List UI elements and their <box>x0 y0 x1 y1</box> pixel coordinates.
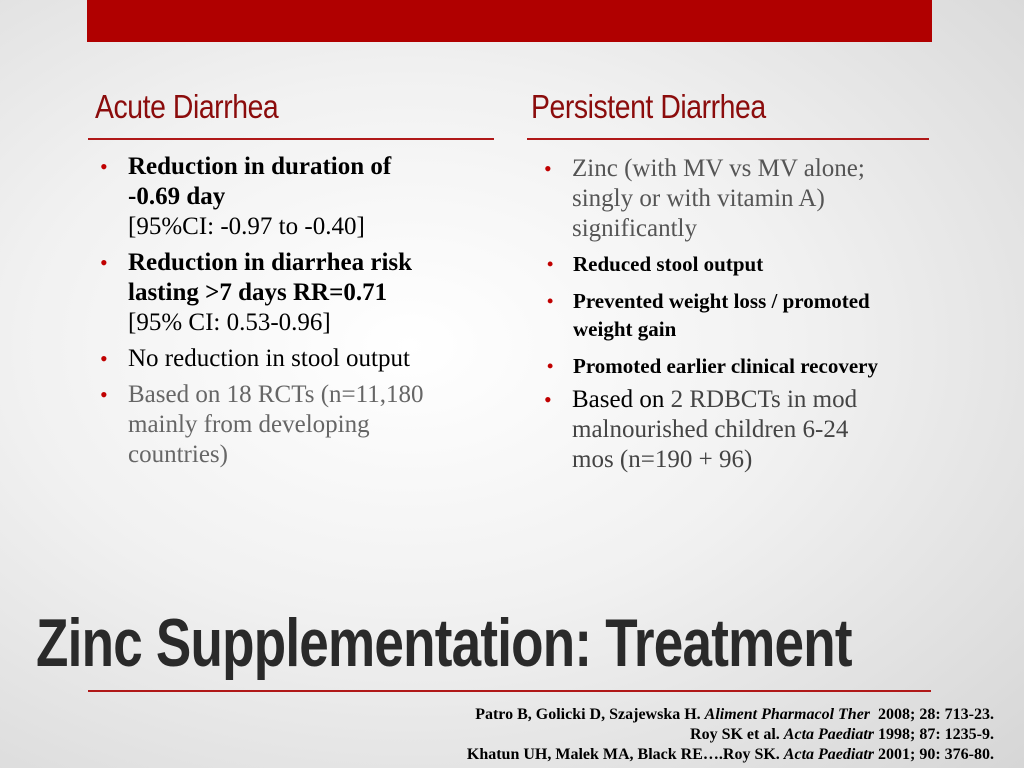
list-item <box>542 352 892 380</box>
acute-diarrhea-heading: Acute Diarrhea <box>95 88 279 125</box>
list-item <box>542 250 892 278</box>
stool-output-text: No reduction in stool output <box>128 345 410 372</box>
persistent-diarrhea-list <box>542 154 892 481</box>
reference-line <box>467 725 994 745</box>
reference-authors: Patro B, Golicki D, Szajewska H. <box>475 706 705 723</box>
title-rule <box>88 690 931 692</box>
reference-line <box>467 745 994 765</box>
reference-journal: Acta Paediatr <box>783 726 875 743</box>
reference-authors: Roy SK et al. <box>690 726 784 743</box>
risk-reduction-text: Reduction in diarrhea risk lasting >7 days RR=0.71 <box>128 249 413 306</box>
persistent-diarrhea-heading: Persistent Diarrhea <box>531 88 766 125</box>
reduced-stool-text: Reduced stool output <box>573 252 764 276</box>
reference-journal: Aliment Pharmacol Ther <box>704 706 871 723</box>
right-heading-rule <box>527 138 929 140</box>
reference-cite: 1998; 87: 1235-9. <box>874 726 994 743</box>
weight-text: Prevented weight loss / promoted weight gain <box>573 289 870 341</box>
list-item <box>542 154 892 380</box>
reference-journal: Acta Paediatr <box>783 746 875 763</box>
list-item <box>542 385 892 475</box>
basis-prefix-text: Based on <box>572 386 671 413</box>
list-item <box>98 380 443 470</box>
list-item <box>542 287 892 343</box>
recovery-text: Promoted earlier clinical recovery <box>573 354 878 378</box>
rct-basis-text: Based on 18 RCTs (n=11,180 mainly from developing countries) <box>128 381 424 468</box>
reference-authors: Khatun UH, Malek MA, Black RE….Roy SK. <box>466 746 784 763</box>
outcome-sublist <box>542 250 892 380</box>
reference-line <box>467 705 994 725</box>
references <box>467 705 994 765</box>
zinc-intro-text: Zinc (with MV vs MV alone; singly or with vitamin A) significantly <box>572 155 865 242</box>
reference-cite: 2001; 90: 376-80. <box>874 746 994 763</box>
acute-diarrhea-list <box>98 152 443 476</box>
left-heading-rule <box>88 138 494 140</box>
basis-rest-text: 2 RDBCTs in mod malnourished children 6-24 mos (n=190 + 96) <box>572 386 858 473</box>
list-item <box>98 152 443 242</box>
duration-reduction-text: Reduction in duration of -0.69 day <box>128 153 392 210</box>
list-item <box>98 344 443 374</box>
duration-ci-text: [95%CI: -0.97 to -0.40] <box>128 213 365 240</box>
slide-title: Zinc Supplementation: Treatment <box>36 605 852 681</box>
list-item <box>98 248 443 338</box>
top-accent-bar <box>87 0 932 42</box>
risk-ci-text: [95% CI: 0.53-0.96] <box>128 309 331 336</box>
reference-cite: 2008; 28: 713-23. <box>870 706 994 723</box>
